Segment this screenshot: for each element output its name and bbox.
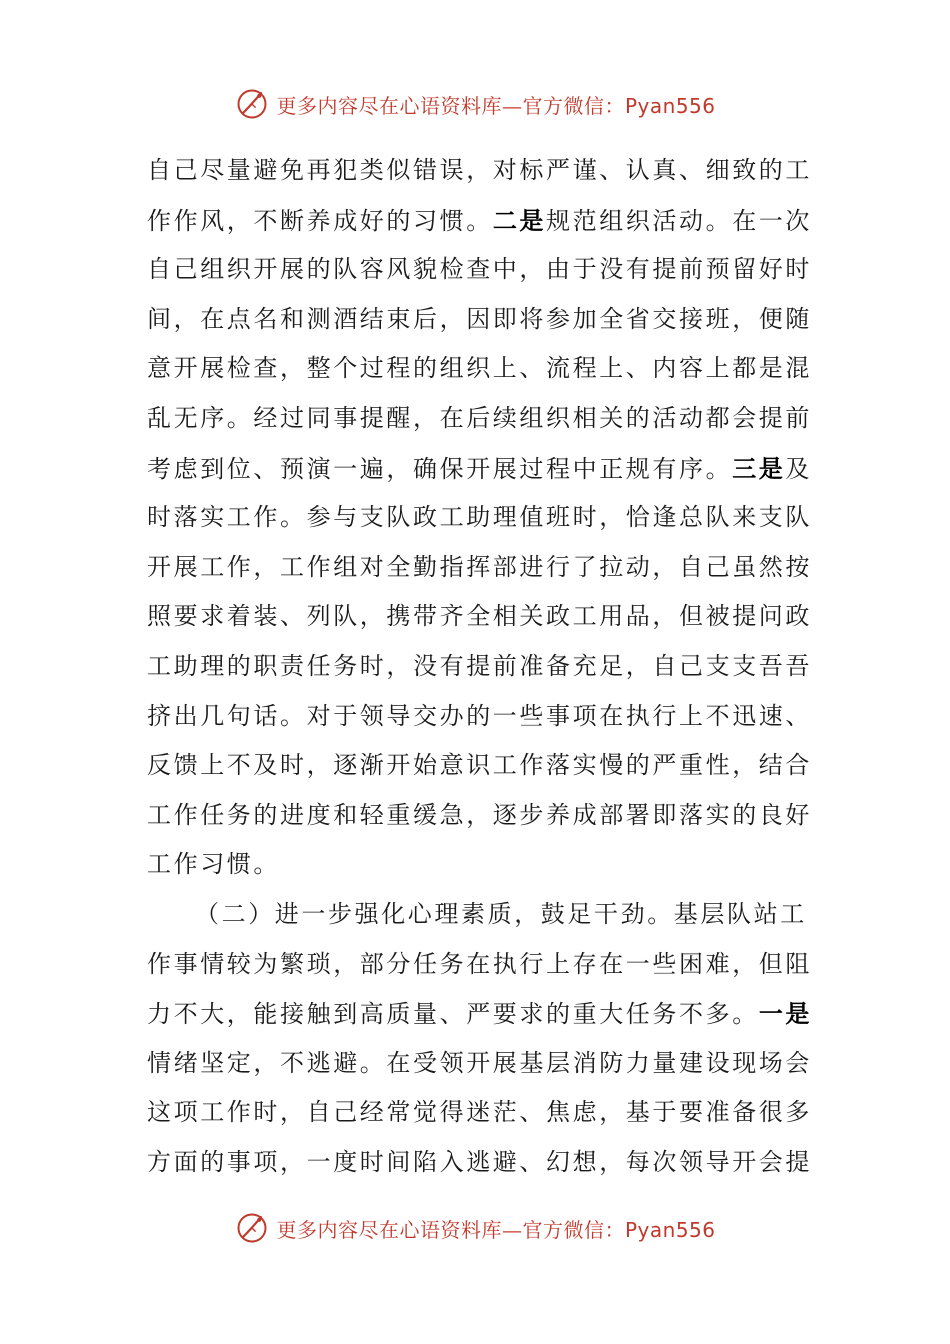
text-line <box>147 791 812 841</box>
text-segment: 工助理的职责任务时，没有提前准备充足，自己支支吾吾 <box>147 651 812 680</box>
text-line <box>147 245 812 295</box>
pen-logo-icon <box>234 86 270 122</box>
text-segment: 乱无序。经过同事提醒，在后续组织相关的活动都会提前 <box>147 403 812 432</box>
text-segment: （二）进一步强化心理素质，鼓足干劲。基层队站工 <box>195 899 807 928</box>
text-segment: 方面的事项，一度时间陷入逃避、幻想，每次领导开会提 <box>147 1147 812 1176</box>
banner-label: 更多内容尽在心语资料库—官方微信： <box>276 1217 625 1242</box>
text-segment: 自己尽量避免再犯类似错误，对标严谨、认真、细致的工 <box>147 156 812 184</box>
pen-logo-icon <box>234 1210 270 1246</box>
banner-contact: Pyan556 <box>624 93 716 118</box>
text-segment: 开展工作，工作组对全勤指挥部进行了拉动，自己虽然按 <box>147 552 812 581</box>
text-line <box>147 989 813 1039</box>
text-line <box>147 940 812 990</box>
text-segment: 考虑到位、预演一遍，确保开展过程中正规有序。 <box>147 454 733 483</box>
text-segment: 照要求着装、列队，携带齐全相关政工用品，但被提问政 <box>147 602 812 631</box>
text-segment: 作作风，不断养成好的习惯。 <box>147 206 493 235</box>
text-line <box>147 146 812 196</box>
text-line <box>147 642 812 692</box>
text-segment: 间，在点名和测酒结束后，因即将参加全省交接班，便随 <box>147 304 812 333</box>
text-segment: 时落实工作。参与支队政工助理值班时，恰逢总队来支队 <box>147 503 812 532</box>
banner-label: 更多内容尽在心语资料库—官方微信： <box>276 93 625 118</box>
text-segment: 规范组织活动。在一次 <box>546 206 813 235</box>
banner-text <box>276 1214 715 1243</box>
bold-keyword: 一是 <box>758 999 813 1029</box>
text-line <box>147 543 812 593</box>
text-line <box>147 692 812 742</box>
banner-contact: Pyan556 <box>624 1217 716 1242</box>
footer-watermark-banner <box>0 1206 950 1250</box>
text-line <box>147 493 812 543</box>
text-line <box>147 840 787 890</box>
header-watermark-banner <box>0 82 950 126</box>
text-segment: 意开展检查，整个过程的组织上、流程上、内容上都是混 <box>147 354 812 383</box>
text-line <box>147 344 812 394</box>
text-line <box>147 295 812 345</box>
text-segment: 及 <box>785 454 813 483</box>
bold-keyword: 二是 <box>492 205 547 235</box>
document-body <box>147 146 813 1187</box>
text-line <box>147 1088 812 1138</box>
text-line <box>147 592 812 642</box>
text-segment: 工作习惯。 <box>147 850 280 879</box>
text-line <box>147 196 813 246</box>
text-segment: 力不大，能接触到高质量、严要求的重大任务不多。 <box>147 1000 759 1029</box>
text-segment: 这项工作时，自己经常觉得迷茫、焦虑，基于要准备很多 <box>147 1098 812 1127</box>
text-segment: 自己组织开展的队容风貌检查中，由于没有提前预留好时 <box>147 255 812 284</box>
text-line <box>147 741 812 791</box>
text-line <box>147 1138 812 1188</box>
text-line <box>147 1039 812 1089</box>
text-segment: 反馈上不及时，逐渐开始意识工作落实慢的严重性，结合 <box>147 751 812 780</box>
text-line <box>147 890 807 940</box>
banner-inner <box>234 1210 715 1246</box>
text-segment: 作事情较为繁琐，部分任务在执行上存在一些困难，但阻 <box>147 949 812 978</box>
text-segment: 挤出几句话。对于领导交办的一些事项在执行上不迅速、 <box>147 701 812 730</box>
text-segment: 工作任务的进度和轻重缓急，逐步养成部署即落实的良好 <box>147 800 812 829</box>
text-segment: 情绪坚定，不逃避。在受领开展基层消防力量建设现场会 <box>147 1048 812 1077</box>
bold-keyword: 三是 <box>732 453 786 483</box>
text-line <box>147 394 812 444</box>
banner-text <box>276 90 715 119</box>
banner-inner <box>234 86 715 122</box>
text-line <box>147 444 813 494</box>
